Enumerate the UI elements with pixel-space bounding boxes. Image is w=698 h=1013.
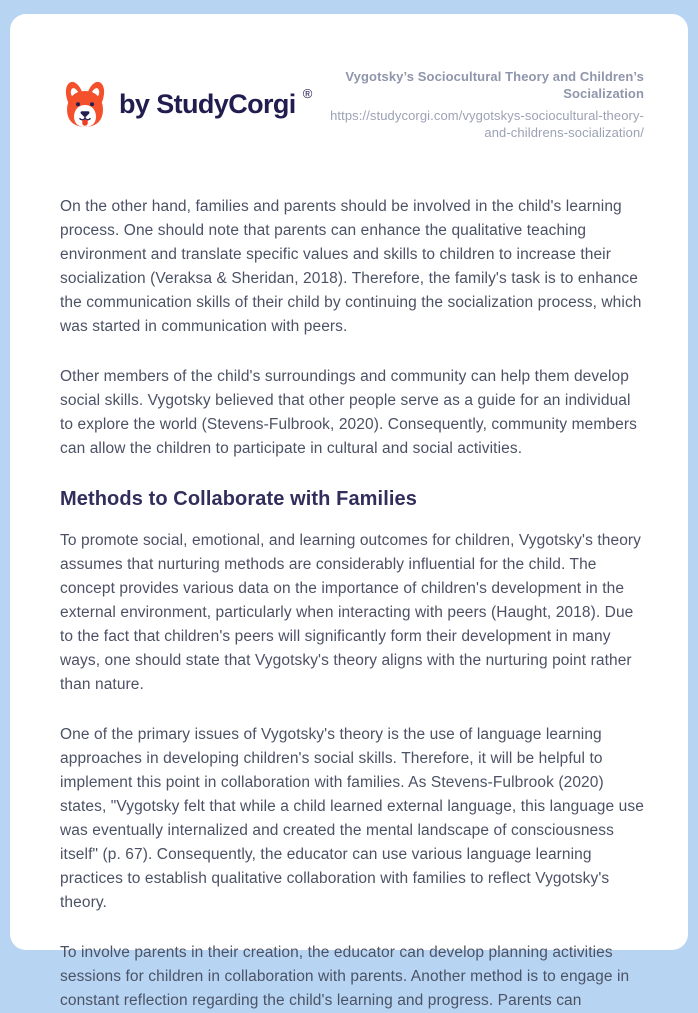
paragraph: On the other hand, families and parents should be involved in the child's learning process. One should note that parents can enhance the qualitative teaching environment and translate specific values and skills to children to increase their socialization (Veraksa & Sheridan, 2018). Therefore, the family's task is to enhance the communication skills of their child by continuing the socialization process, which was started in communication with peers. bbox=[60, 198, 642, 335]
corgi-icon bbox=[60, 78, 110, 132]
paragraph: To involve parents in their creation, the educator can develop planning activities sessions for children in collaboration with parents. Another method is to engage in constant reflection regarding the child's learning and progress. Parents can bbox=[60, 944, 630, 1009]
document-meta bbox=[318, 68, 644, 141]
brand-name: by StudyCorgi bbox=[119, 89, 296, 119]
paragraph: To promote social, emotional, and learning outcomes for children, Vygotsky's theory assumes that nurturing methods are considerably influential for the child. The concept provides various data on the importance of children's development in the external environment, particularly when interacting with peers (Haught, 2018). Due to the fact that children's peers will significantly form their development in many ways, one should state that Vygotsky's theory aligns with the nurturing point rather than nature. bbox=[60, 532, 642, 693]
paragraph: Other members of the child's surroundings and community can help them develop social skills. Vygotsky believed that other people serve as a guide for an individual to explore the world (Stevens-Fulbrook, 2020). Consequently, community members can allow the children to participate in cultural and social activities. bbox=[60, 368, 637, 457]
document-url-link[interactable]: https://studycorgi.com/vygotskys-sociocultural-theory-and-childrens-socialization/ bbox=[330, 108, 644, 140]
section-heading: Methods to Collaborate with Families bbox=[60, 488, 417, 510]
article-body bbox=[60, 195, 644, 1013]
document-card bbox=[10, 14, 688, 1009]
registered-trademark: ® bbox=[302, 85, 313, 101]
document-title: Vygotsky’s Sociocultural Theory and Children’s Socialization bbox=[345, 69, 644, 101]
document-header bbox=[60, 68, 644, 141]
paragraph: One of the primary issues of Vygotsky's theory is the use of language learning approaches in developing children's social skills. Therefore, it will be helpful to implement this point in collaboration with families. As Stevens-Fulbrook (2020) states, "Vygotsky felt that while a child learned external language, this language use was eventually internalized and created the mental landscape of consciousness itself" (p. 67). Consequently, the educator can use various language learning practices to establish qualitative collaboration with families to reflect Vygotsky's theory. bbox=[60, 726, 644, 911]
studycorgi-logo bbox=[60, 78, 312, 132]
